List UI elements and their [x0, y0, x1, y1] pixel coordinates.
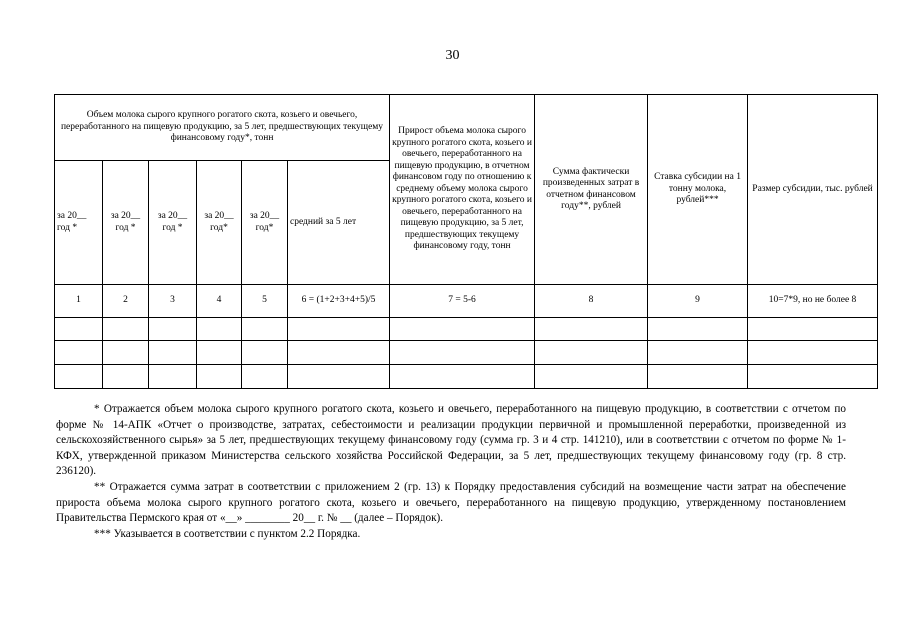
growth-header: Прирост объема молока сырого крупного рогатого скота, козьего и овечьего, переработанного на пищевую продукцию, в отчетном финансовом году по отношению к среднему объему молока сырого крупного рогатого скота, козьего и овечьего, переработанного на пищевую продукцию, за 5 лет, предшествующих текущему финансовому году, тонн — [390, 95, 535, 285]
costs-header: Сумма фактически произведенных затрат в отчетном финансовом году**, рублей — [535, 95, 648, 285]
page-number: 30 — [445, 48, 460, 63]
table-cell — [535, 341, 648, 365]
table-cell — [103, 365, 149, 389]
table-cell — [197, 318, 242, 341]
column-number: 3 — [149, 285, 197, 318]
column-number: 2 — [103, 285, 149, 318]
year-header-5: за 20__ год* — [242, 161, 288, 285]
column-number: 7 = 5-6 — [390, 285, 535, 318]
year-header-1: за 20__ год * — [55, 161, 103, 285]
table-cell — [288, 318, 390, 341]
volume-group-header: Объем молока сырого крупного рогатого скота, козьего и овечьего, переработанного на пищевую продукцию, за 5 лет, предшествующих текущему финансовому году*, тонн — [55, 95, 390, 161]
table-cell — [103, 318, 149, 341]
table-cell — [535, 365, 648, 389]
table-cell — [55, 365, 103, 389]
table-cell — [197, 365, 242, 389]
table-cell — [149, 365, 197, 389]
column-number: 1 — [55, 285, 103, 318]
table-cell — [288, 341, 390, 365]
rate-header: Ставка субсидии на 1 тонну молока, рублей*** — [648, 95, 748, 285]
table-cell — [648, 341, 748, 365]
empty-row — [55, 365, 878, 389]
footnote-2: ** Отражается сумма затрат в соответствии с приложением 2 (гр. 13) к Порядку предоставления субсидий на возмещение части затрат на обеспечение прироста объема молока сырого крупного рогатого скота, козьего и овечьего, переработанного на пищевую продукцию, утвержденному постановлением Правительства Пермского края от «__» ________ 20__ г. № __ (далее – Порядок). — [56, 480, 846, 525]
column-number: 10=7*9, но не более 8 — [748, 285, 878, 318]
table-cell — [197, 341, 242, 365]
table-cell — [748, 365, 878, 389]
table-cell — [288, 365, 390, 389]
average-header: средний за 5 лет — [288, 161, 390, 285]
column-number-row — [55, 285, 878, 318]
table-cell — [242, 365, 288, 389]
table-cell — [55, 341, 103, 365]
table-cell — [390, 318, 535, 341]
empty-row — [55, 318, 878, 341]
empty-row — [55, 341, 878, 365]
table-cell — [242, 341, 288, 365]
table-cell — [149, 318, 197, 341]
table-cell — [748, 318, 878, 341]
table-cell — [55, 318, 103, 341]
column-number: 8 — [535, 285, 648, 318]
table-cell — [648, 365, 748, 389]
table-cell — [390, 365, 535, 389]
column-number: 9 — [648, 285, 748, 318]
table-cell — [390, 341, 535, 365]
column-number: 5 — [242, 285, 288, 318]
column-number: 6 = (1+2+3+4+5)/5 — [288, 285, 390, 318]
year-header-4: за 20__ год* — [197, 161, 242, 285]
year-header-2: за 20__ год * — [103, 161, 149, 285]
subsidy-calculation-table — [54, 94, 878, 389]
table-cell — [149, 341, 197, 365]
year-header-3: за 20__ год * — [149, 161, 197, 285]
column-number: 4 — [197, 285, 242, 318]
footnote-3: *** Указывается в соответствии с пунктом 2.2 Порядка. — [94, 527, 361, 540]
table-cell — [103, 341, 149, 365]
table-cell — [535, 318, 648, 341]
table-cell — [748, 341, 878, 365]
footnotes — [56, 402, 846, 542]
subsidy-header: Размер субсидии, тыс. рублей — [748, 95, 878, 285]
table-cell — [242, 318, 288, 341]
table-cell — [648, 318, 748, 341]
footnote-1: * Отражается объем молока сырого крупного рогатого скота, козьего и овечьего, переработанного на пищевую продукцию, в соответствии с отчетом по форме № 14-АПК «Отчет о производстве, затратах, себестоимости и реализации продукции первичной и промышленной переработки, произведенной из сельскохозяйственного сырья» за 5 лет, предшествующих текущему финансовому году (сумма гр. 3 и 4 стр. 141210), или в соответствии с отчетом по форме № 1-КФХ, утвержденной приказом Министерства сельского хозяйства Российской Федерации, за 5 лет, предшествующих текущему финансовому году (гр. 8 стр. 236120). — [56, 403, 846, 478]
